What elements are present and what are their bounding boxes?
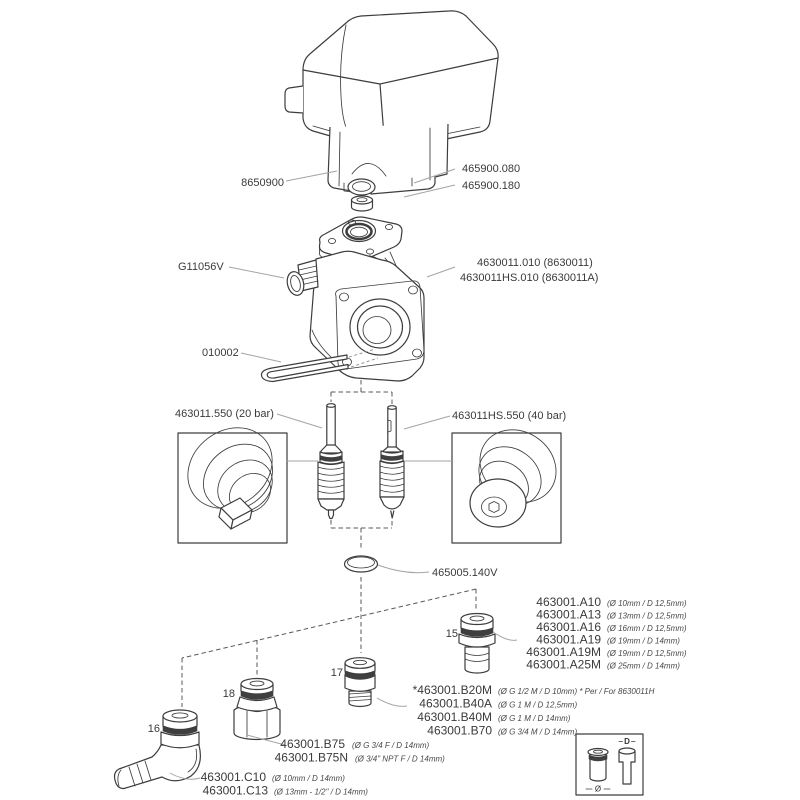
part-number: 463001.B75 xyxy=(280,737,345,751)
cartridge-40bar-drawing xyxy=(380,406,404,518)
item-number-16: 16 xyxy=(147,723,160,735)
item-number-18: 18 xyxy=(222,688,235,700)
part-spec: (Ø 13mm / D 12,5mm) xyxy=(607,611,687,621)
label-cartridge-20bar: 463011.550 (20 bar) xyxy=(175,408,274,420)
part-number: 463001.B40M xyxy=(417,710,492,724)
label-cartridge-40bar: 463011HS.550 (40 bar) xyxy=(452,410,567,422)
part-number: 463001.A10 xyxy=(536,595,601,609)
dimension-legend-box xyxy=(576,734,643,795)
label-side-oring: G11056V xyxy=(178,261,224,273)
part-spec: (Ø 10mm / D 14mm) xyxy=(272,774,345,783)
fitting-17-drawing xyxy=(345,658,375,707)
part-spec: (Ø 19mm / D 12,5mm) xyxy=(607,649,687,658)
part-number: 463001.A25M xyxy=(526,657,601,672)
part-number: 463001.A13 xyxy=(536,607,601,622)
label-valve-line1: 4630011.010 (8630011) xyxy=(477,257,593,269)
cover-oring-drawing xyxy=(348,179,375,195)
detail-box-40bar xyxy=(452,415,570,543)
part-number: 463001.C13 xyxy=(202,783,268,798)
label-clip: 010002 xyxy=(202,347,239,359)
part-spec: (Ø 13mm - 1/2" / D 14mm) xyxy=(274,787,368,797)
part-spec: (Ø G 3/4 F / D 14mm) xyxy=(352,741,430,750)
part-number: 463001.A19 xyxy=(536,632,601,647)
part-number: 463001.A16 xyxy=(536,620,601,634)
fitting-18-drawing xyxy=(234,679,280,740)
part-spec: (Ø 3/4" NPT F / D 14mm) xyxy=(355,754,445,764)
part-number: 463001.B75N xyxy=(274,750,348,765)
label-grommet: 465900.180 xyxy=(462,180,521,192)
part-spec: (Ø G 1 M / D 12,5mm) xyxy=(498,700,578,710)
label-actuator: 8650900 xyxy=(241,177,284,189)
part-number: 463001.A19M xyxy=(526,645,601,659)
part-number: 463001.B40A xyxy=(419,696,492,711)
part-spec: (Ø 16mm / D 12,5mm) xyxy=(607,624,687,633)
part-spec: (Ø G 3/4 M / D 14mm) xyxy=(498,727,578,737)
a-series-list xyxy=(526,595,687,672)
part-number: 463001.B70 xyxy=(427,723,492,738)
grommet-drawing xyxy=(352,196,373,211)
item-number-15: 15 xyxy=(445,628,458,640)
part-spec: (Ø 25mm / D 14mm) xyxy=(607,661,680,671)
fitting-15-drawing xyxy=(459,614,495,674)
b-series-list xyxy=(413,683,655,738)
label-cover-oring: 465900.080 xyxy=(462,163,521,175)
cartridge-20bar-drawing xyxy=(318,404,344,519)
part-number: 463001.C10 xyxy=(200,770,266,784)
label-seal-disc: 465005.140V xyxy=(432,567,498,579)
part-number: *463001.B20M xyxy=(412,683,492,697)
diameter-symbol: Ø xyxy=(594,784,602,794)
part-spec: (Ø G 1/2 M / D 10mm) * Per / For 8630011H xyxy=(498,687,655,696)
part-spec: (Ø G 1 M / D 14mm) xyxy=(498,714,571,723)
detail-box-20bar xyxy=(172,411,288,543)
b75-list xyxy=(275,737,446,765)
c-series-list xyxy=(201,770,369,798)
seal-disc-drawing xyxy=(345,556,378,572)
fitting-16-drawing xyxy=(115,710,201,789)
label-valve-line2: 4630011HS.010 (8630011A) xyxy=(460,272,599,284)
depth-symbol: D xyxy=(624,737,630,746)
part-spec: (Ø 19mm / D 14mm) xyxy=(607,636,680,646)
part-spec: (Ø 10mm / D 12,5mm) xyxy=(607,599,687,608)
item-number-17: 17 xyxy=(330,667,343,679)
